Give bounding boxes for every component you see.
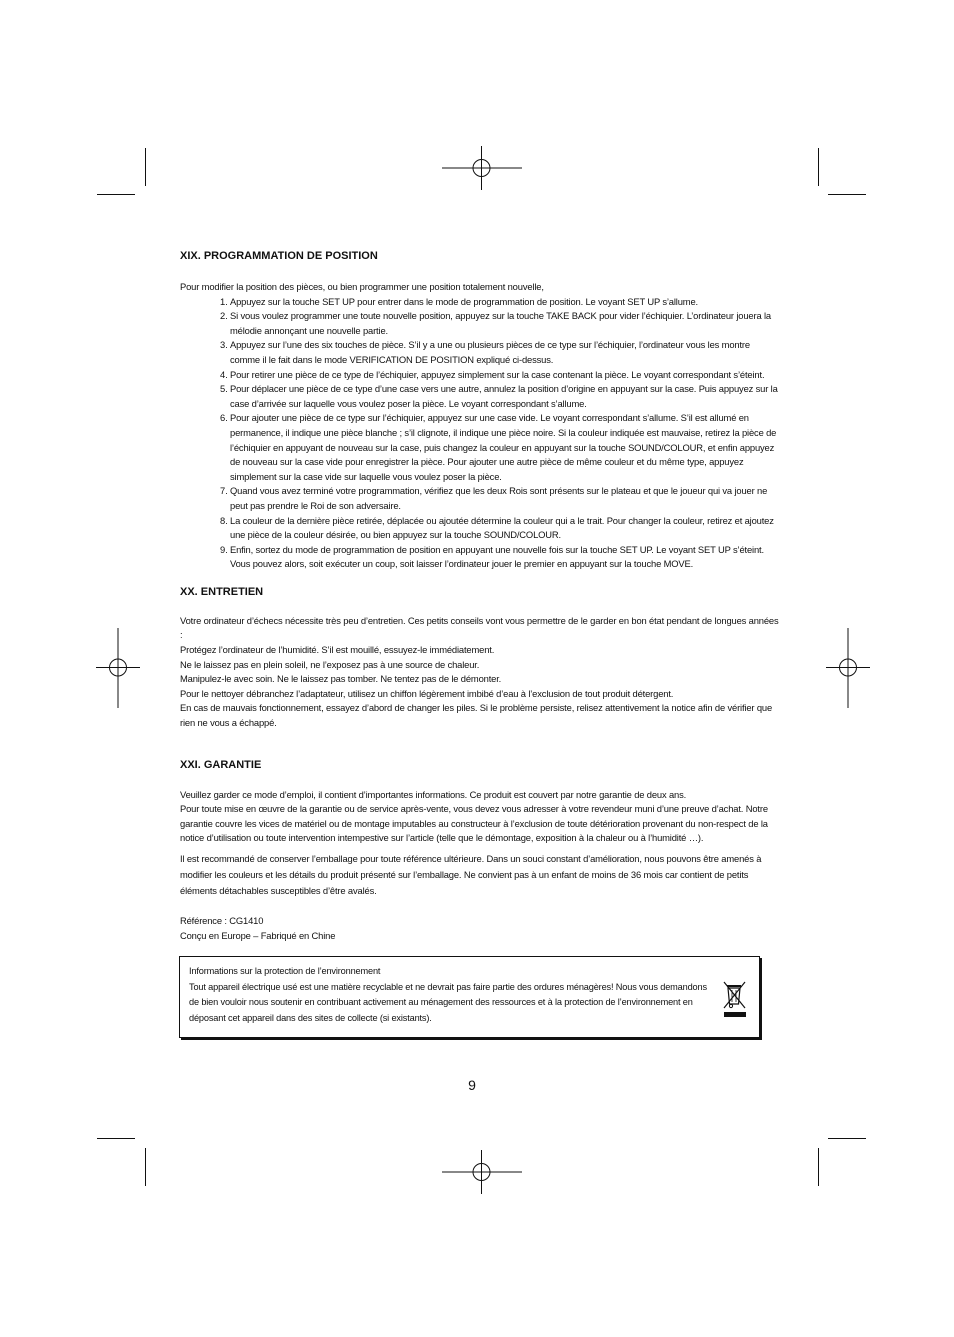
section-maintenance: [180, 584, 780, 731]
section-heading: XXI. GARANTIE: [180, 758, 262, 771]
maintenance-line: Manipulez-le avec soin. Ne le laissez pas tomber. Ne tentez pas de le démonter.: [180, 673, 502, 685]
maintenance-line: Protégez l’ordinateur de l’humidité. S’il est mouillé, essuyez-le immédiatement.: [180, 644, 495, 656]
product-origin: Conçu en Europe – Fabriqué en Chine: [180, 929, 336, 941]
crop-mark: [828, 194, 866, 195]
warranty-text: Pour toute mise en œuvre de la garantie ou de service après-vente, vous devez vous adresser à votre revendeur muni d’une preuve d’achat. Notre garantie couvre les vices de matériel ou de montage imputables au constructeur à l’exclusion de toute détérioration provenant du non-respect de la notice d’utilisation ou toute intervention intempestive sur l’article (telle que le démontage, exposition à la chaleur ou à l’humidité …).: [180, 803, 768, 844]
crop-mark: [97, 1138, 135, 1139]
section-heading: XIX. PROGRAMMATION DE POSITION: [180, 250, 378, 262]
crop-mark: [145, 148, 146, 186]
crop-mark: [818, 148, 819, 186]
step-item: 3. Appuyez sur l’une des six touches de pièce. S’il y a une ou plusieurs pièces de ce type sur l’échiquier, l’ordinateur vous les montre comme il le fait dans le mode VERIFICATION DE POSITION expliqué ci-dessus.: [230, 338, 780, 367]
step-item: 4. Pour retirer une pièce de ce type de l’échiquier, appuyez simplement sur la case contenant la pièce. Le voyant correspondant s’éteint.: [230, 368, 780, 383]
crop-mark: [145, 1148, 146, 1186]
warranty-paragraph-2: Il est recommandé de conserver l’emballage pour toute référence ultérieure. Dans un souci constant d’amélioration, nous pouvons être amenés à modifier les couleurs et les détails du produit présenté sur l’emballage. Ne convient pas à un enfant de moins de 36 mois car contient de petits éléments détachables susceptibles d’être avalés.: [180, 853, 762, 896]
maintenance-line: Votre ordinateur d’échecs nécessite très peu d’entretien. Ces petits conseils vont vous permettre de le garder en bon état pendant de longues années :: [180, 614, 779, 641]
step-item: 6. Pour ajouter une pièce de ce type sur l’échiquier, appuyez sur une case vide. Le voyant correspondant s’allume. S’il est allumé en permanence, il indique une pièce blanche ; s’il clignote, il indique une pièce noire. Si la couleur indiquée est mauvaise, retirez la pièce de l’échiquier en appuyant de nouveau sur la case, puis changez la couleur en appuyant sur la touche SOUND/COLOUR, et enfin appuyez de nouveau sur la case vide pour enregistrer la pièce. Pour ajouter une autre pièce de même couleur et du même type, appuyez simplement sur la case vide sur laquelle vous voulez poser la pièce.: [230, 411, 780, 484]
maintenance-line: En cas de mauvais fonctionnement, essayez d’abord de changer les piles. Si le problème persiste, relisez attentivement la notice afin de vérifier que rien ne vous a échappé.: [180, 702, 773, 729]
step-item: 2. Si vous voulez programmer une toute nouvelle position, appuyez sur la touche TAKE BACK pour vider l’échiquier. L’ordinateur jouera la mélodie annonçant une nouvelle partie.: [230, 309, 780, 338]
crop-mark: [97, 194, 135, 195]
step-item: 8. La couleur de la dernière pièce retirée, déplacée ou ajoutée détermine la couleur qui a le trait. Pour changer la couleur, retirez et ajoutez une pièce de la couleur désirée, ou bien appuyez sur la touche SOUND/COLOUR.: [230, 514, 780, 543]
environment-info-text: [189, 964, 719, 1026]
section-intro: Pour modifier la position des pièces, ou bien programmer une position totalement nouvelle,: [180, 281, 544, 292]
registration-mark-left: [96, 628, 140, 708]
programming-steps: [180, 295, 780, 572]
step-item: 5. Pour déplacer une pièce de ce type d’une case vers une autre, annulez la position d’origine en appuyant sur la case. Puis appuyez sur la case d’arrivée sur laquelle vous voulez poser la pièce. Le voyant correspondant s’allume.: [230, 382, 780, 411]
registration-mark-bottom: [442, 1150, 522, 1194]
section-heading: XX. ENTRETIEN: [180, 585, 264, 598]
warranty-text: Veuillez garder ce mode d’emploi, il contient d’importantes informations. Ce produit est couvert par notre garantie de deux ans.: [180, 788, 687, 800]
registration-mark-right: [826, 628, 870, 708]
warranty-paragraph-1: [180, 788, 780, 846]
page-number: 9: [468, 1077, 476, 1093]
maintenance-line: Pour le nettoyer débranchez l’adaptateur, utilisez un chiffon légèrement imbibé d’eau à l’exclusion de tout produit détergent.: [180, 687, 674, 699]
step-item: 9. Enfin, sortez du mode de programmation de position en appuyant une nouvelle fois sur la touche SET UP. Le voyant SET UP s’éteint. Vous pouvez alors, soit exécuter un coup, soit laisser l’ordinateur jouer le premier en appuyant sur la touche MOVE.: [230, 543, 780, 572]
environment-info-body: Tout appareil électrique usé est une matière recyclable et ne devrait pas faire partie des ordures ménagères! Nous vous demandons de bien vouloir nous soutenir en contribuant activement au ménagement des ressources et à la protection de l’environnement en déposant cet appareil dans des sites de collecte (si existants).: [189, 981, 707, 1023]
section-programming: [180, 248, 780, 572]
crop-mark: [818, 1148, 819, 1186]
registration-mark-top: [442, 146, 522, 190]
step-item: 7. Quand vous avez terminé votre programmation, vérifiez que les deux Rois sont présents sur le plateau et que le joueur qui va jouer ne peut pas prendre le Roi de son adversaire.: [230, 484, 780, 513]
crossed-out-wheelie-bin-icon: [723, 979, 747, 1019]
section-warranty: [180, 757, 780, 944]
product-reference: Référence : CG1410: [180, 915, 264, 926]
page-content: [180, 248, 780, 943]
environment-info-title: Informations sur la protection de l’environnement: [189, 966, 381, 976]
maintenance-text: [180, 614, 780, 731]
step-item: 1. Appuyez sur la touche SET UP pour entrer dans le mode de programmation de position. Le voyant SET UP s’allume.: [230, 295, 780, 310]
crop-mark: [828, 1138, 866, 1139]
environment-info-box: [179, 956, 760, 1038]
maintenance-line: Ne le laissez pas en plein soleil, ne l’exposez pas à une source de chaleur.: [180, 658, 480, 670]
